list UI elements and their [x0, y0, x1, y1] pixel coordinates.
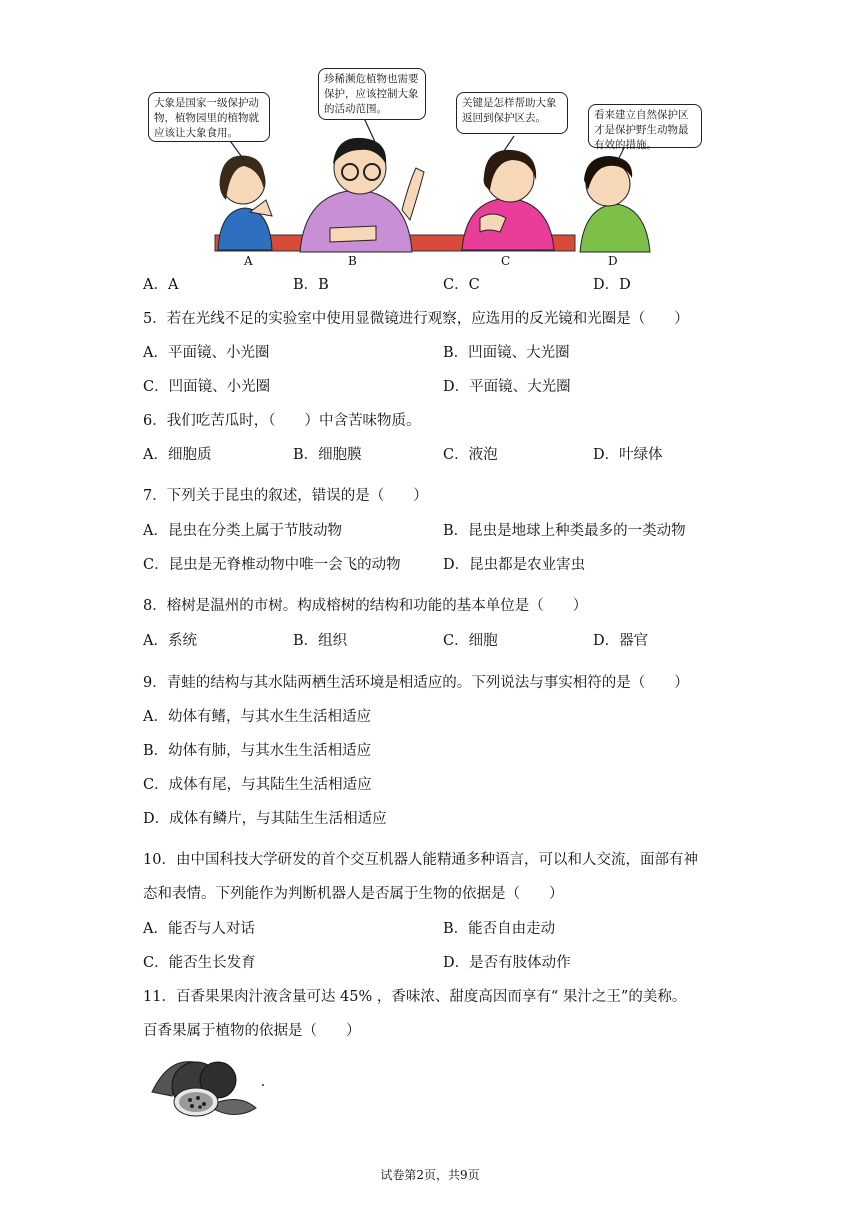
person-c-figure: [462, 150, 554, 250]
q10-option-a: A．能否与人对话: [143, 921, 255, 937]
q4-option-a: A．A: [143, 277, 179, 293]
q8-stem: 8．榕树是温州的市树。构成榕树的结构和功能的基本单位是（ ）: [143, 598, 588, 614]
q5-option-d: D．平面镜、大光圈: [443, 379, 571, 395]
person-label-b: B: [348, 254, 357, 268]
cartoon-illustration: [140, 60, 689, 274]
speech-bubble-d: 看来建立自然保护区才是保护野生动物最有效的措施。: [588, 104, 702, 148]
q9-option-a: A．幼体有鳍，与其水生生活相适应: [143, 709, 371, 725]
q7-option-a: A．昆虫在分类上属于节肢动物: [143, 523, 342, 539]
q10-option-d: D．是否有肢体动作: [443, 955, 571, 971]
passion-fruit-image: [148, 1052, 260, 1124]
q6-option-a: A．细胞质: [143, 447, 212, 463]
q9-stem: 9．青蛙的结构与其水陆两栖生活环境是相适应的。下列说法与事实相符的是（ ）: [143, 675, 689, 691]
q7-option-d: D．昆虫都是农业害虫: [443, 557, 586, 573]
q6-stem: 6．我们吃苦瓜时，（ ）中含苦味物质。: [143, 413, 421, 429]
q10-stem-line1: 10．由中国科技大学研发的首个交互机器人能精通多种语言，可以和人交流，面部有神: [143, 852, 698, 868]
q7-option-b: B．昆虫是地球上种类最多的一类动物: [443, 523, 686, 539]
page-footer: 试卷第2页，共9页: [380, 1168, 480, 1182]
q11-stem-line2: 百香果属于植物的依据是（ ）: [143, 1023, 361, 1039]
q5-option-a: A．平面镜、小光圈: [143, 345, 270, 361]
q5-option-c: C．凹面镜、小光圈: [143, 379, 271, 395]
q5-option-b: B．凹面镜、大光圈: [443, 345, 570, 361]
q9-option-b: B．幼体有肺，与其水生生活相适应: [143, 743, 372, 759]
q10-option-b: B．能否自由走动: [443, 921, 556, 937]
q9-option-d: D．成体有鳞片，与其陆生生活相适应: [143, 811, 387, 827]
q9-option-c: C．成体有尾，与其陆生生活相适应: [143, 777, 372, 793]
person-a-figure: [218, 155, 272, 250]
q10-option-c: C．能否生长发育: [143, 955, 256, 971]
q8-option-b: B．组织: [293, 633, 348, 649]
person-label-d: D: [608, 254, 618, 268]
speech-bubble-b: 珍稀濒危植物也需要保护，应该控制大象的活动范围。: [318, 68, 426, 120]
speech-bubble-a: 大象是国家一级保护动物，植物园里的植物就应该让大象食用。: [148, 92, 270, 142]
q4-option-b: B．B: [293, 277, 329, 293]
q8-option-d: D．器官: [593, 633, 649, 649]
person-d-figure: [580, 156, 650, 252]
q7-stem: 7．下列关于昆虫的叙述，错误的是（ ）: [143, 488, 428, 504]
q8-option-a: A．系统: [143, 633, 197, 649]
q10-stem-line2: 态和表情。下列能作为判断机器人是否属于生物的依据是（ ）: [143, 886, 564, 902]
person-label-c: C: [501, 254, 511, 268]
q8-option-c: C．细胞: [443, 633, 498, 649]
q4-option-d: D．D: [593, 277, 631, 293]
q6-option-c: C．液泡: [443, 447, 498, 463]
person-label-a: A: [244, 254, 253, 268]
fruit-dot-mark: [262, 1084, 264, 1086]
speech-bubble-c: 关键是怎样帮助大象返回到保护区去。: [456, 92, 568, 134]
q11-stem-line1: 11．百香果果肉汁液含量可达 45% ，香味浓、甜度高因而享有“ 果汁之王”的美称。: [143, 989, 687, 1005]
q4-option-c: C．C: [443, 277, 480, 293]
person-b-figure: [300, 138, 424, 252]
q6-option-b: B．细胞膜: [293, 447, 362, 463]
q5-stem: 5．若在光线不足的实验室中使用显微镜进行观察，应选用的反光镜和光圈是（ ）: [143, 311, 689, 327]
q7-option-c: C．昆虫是无脊椎动物中唯一会飞的动物: [143, 557, 401, 573]
q6-option-d: D．叶绿体: [593, 447, 663, 463]
